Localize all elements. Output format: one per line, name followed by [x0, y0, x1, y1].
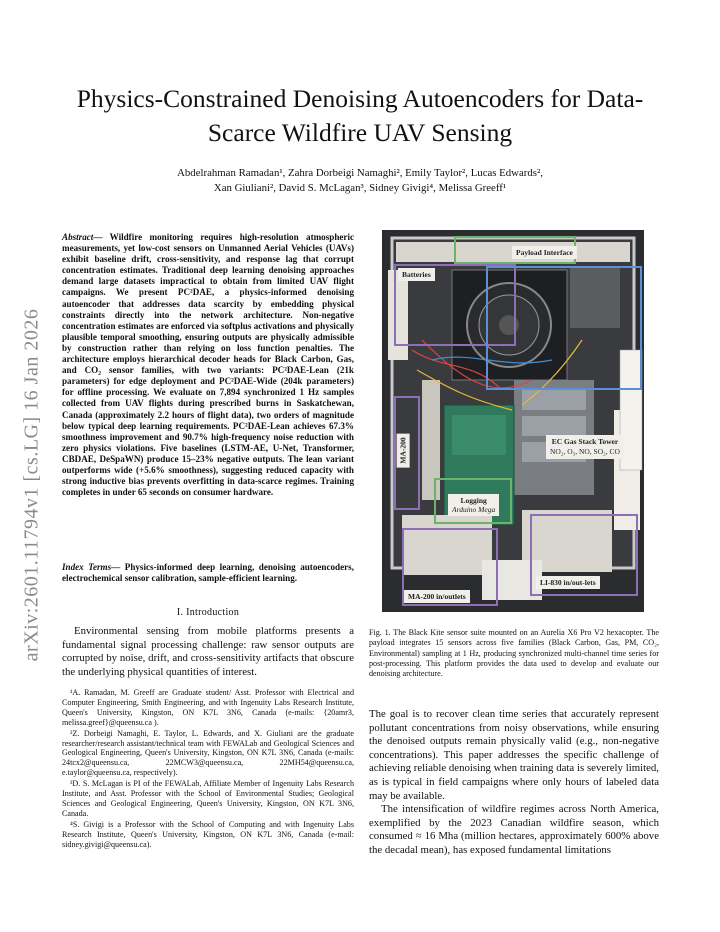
figure-caption: Fig. 1. The Black Kite sensor suite mounted on an Aurelia X6 Pro V2 hexacopter. The payload integrates 15 sensors across five families (Black Carbon, Gas, PM, CO₂, Environmental) sampling at 1 Hz, producing synchronized multi-channel time series for post-processing. This platform provides the data used to develop and evaluate our denoising architecture. — [369, 628, 659, 679]
footnotes — [62, 688, 354, 851]
footnote-3: ³D. S. McLagan is PI of the FEWALab, Affiliate Member of Ingenuity Labs Research Institute, and Asst. Professor with the School of Environmental Studies; Geological Sciences and Geological Engineering, Queen's University, Kingston, ON K7L 3N6, Canada. — [62, 779, 354, 818]
section-heading: I. Introduction — [176, 607, 240, 618]
ec-gas-stack-title: EC Gas Stack Tower — [551, 437, 619, 446]
author-line-1: Abdelrahman Ramadan¹, Zahra Dorbeigi Namaghi², Emily Taylor², Lucas Edwards², — [177, 167, 543, 179]
footnote-2: ²Z. Dorbeigi Namaghi, E. Taylor, L. Edwards, and X. Giuliani are the graduate researcher/research assistant/technical team with FEWALab and Geological Sciences and Geological Engineering, Queen's University, Kingston, ON K7L 3N6, Canada (e-mails: 24tcx2@queensu.ca, 22MCW3@queensu.ca, 22MH54@queensu.ca, e.taylor@queensu.ca, respectively). — [62, 728, 354, 778]
right-column-body — [369, 708, 659, 858]
arxiv-identifier: arXiv:2601.11794v1 [cs.LG] 16 Jan 2026 — [20, 308, 43, 662]
payload-interface-label: Payload Interface — [512, 246, 577, 259]
author-line-2: Xan Giuliani², David S. McLagan³, Sidney Givigi⁴, Melissa Greeff¹ — [213, 182, 507, 194]
batteries-label: Batteries — [398, 268, 435, 281]
abstract-text: Wildfire monitoring requires high-resolution atmospheric measurements, yet low-cost sensors on Unmanned Aerial Vehicles (UAVs) exhibit baseline drift, cross-sensitivity, and response lag that corrupt concentration estimates. Traditional deep learning denoising approaches demand large datasets impractical to obtain from limited UAV flight campaigns. We present PC²DAE, a physics-informed denoising autoencoder that addresses data scarcity by embedding physical constraints directly into the network architecture. Non-negative concentration estimates are enforced via softplus activations and physically plausible temporal smoothing, ensuring outputs are physically admissible by construction rather than relying on loss function penalties. The architecture employs hierarchical decoder heads for Black Carbon, Gas, and CO₂ sensor families, with two variants: PC²DAE-Lean (21k parameters) for edge deployment and PC²DAE-Wide (204k parameters) for offline processing. We evaluate on 7,894 synchronized 1 Hz samples collected from UAV flights during prescribed burns in Saskatchewan, Canada (approximately 2.2 hours of flight data), two orders of magnitude below typical deep learning requirements. PC²DAE-Lean achieves 67.3% smoothness improvement and 90.7% high-frequency noise reduction with zero physics violations. Five baselines (LSTM-AE, U-Net, Transformer, CBDAE, DeSpaWN) produce 15–23% negative outputs. The lean variant outperforms wide (+5.6% smoothness), suggesting reduced capacity with strong inductive bias prevents overfitting in data-scarce regimes. Training completes in under 65 seconds on consumer hardware. — [62, 232, 355, 498]
intro-paragraph: Environmental sensing from mobile platforms presents a fundamental signal processing challenge: raw sensor outputs are corrupted by noise, drift, and cross-sensitivity artifacts that obscure the underlying physical quantities of interest. — [62, 625, 354, 678]
footnote-4: ⁴S. Givigi is a Professor with the School of Computing and with Ingenuity Labs Research Institute, Queen's University, Kingston, ON K7L 3N6, Canada (e-mail: sidney.givigi@queensu.ca). — [62, 819, 354, 849]
ec-gases-list: NO₂, O₃, NO, SO₂, CO — [550, 447, 620, 456]
abstract-label: Abstract — [62, 232, 94, 242]
index-terms-text: Physics-informed deep learning, denoising autoencoders, electrochemical sensor calibration, sample-efficient learning. — [62, 562, 354, 584]
figure-photo — [382, 230, 644, 612]
footnote-1: ¹A. Ramadan, M. Greeff are Graduate student/ Asst. Professor with Electrical and Computer Engineering, Smith Engineering, and with Ingenuity Labs Research Institute, Queen's University, Kingston, ON K7L 3N6, Canada (e-mails: {20amr3, melissa.greef}@queensu.ca ). — [62, 688, 354, 727]
ec-gas-stack-box — [486, 266, 642, 390]
index-terms-label: Index Terms — [62, 562, 112, 572]
arxiv-sidebar — [8, 250, 56, 720]
paper-title: Physics-Constrained Denoising Autoencoders for Data-Scarce Wildfire UAV Sensing — [76, 84, 644, 147]
ma200-label: MA-200 — [397, 433, 410, 467]
abstract: Abstract— Wildfire monitoring requires high-resolution atmospheric measurements, yet low-cost sensors on Unmanned Aerial Vehicles (UAVs) exhibit baseline drift, cross-sensitivity, and response lag that corrupt concentration estimates. Traditional deep learning denoising approaches demand large datasets impractical to obtain from limited UAV flight campaigns. We present PC²DAE, a physics-informed denoising autoencoder that addresses data scarcity by embedding physical constraints directly into the network architecture. Non-negative concentration estimates are enforced via softplus activations and physically plausible temporal smoothing, ensuring outputs are physically admissible by construction rather than relying on loss function penalties. The architecture employs hierarchical decoder heads for Black Carbon, Gas, and CO₂ sensor families, with two variants: PC²DAE-Lean (21k parameters) for edge deployment and PC²DAE-Wide (204k parameters) for offline processing. We evaluate on 7,894 synchronized 1 Hz samples collected from UAV flights during prescribed burns in Saskatchewan, Canada (approximately 2.2 hours of flight data), two orders of magnitude below typical deep learning requirements. PC²DAE-Lean achieves 67.3% smoothness improvement and 90.7% high-frequency noise reduction with zero physics violations. Five baselines (LSTM-AE, U-Net, Transformer, CBDAE, DeSpaWN) produce 15–23% negative outputs. The lean variant outperforms wide (+5.6% smoothness), suggesting reduced capacity with strong inductive bias prevents overfitting in data-scarce regimes. Training completes in under 65 seconds on consumer hardware. — [62, 232, 355, 498]
logging-board: Arduino Mega — [452, 505, 496, 514]
right-paragraph-1: The goal is to recover clean time series that accurately represent pollutant concentrations from noisy observations, while ensuring the denoised outputs remain physically valid (e.g., non-negative concentrations). This paper addresses the specific challenge of achieving reliable denoising when training data is severely limited, as is typical in field campaigns where only hours of labeled data may be available. — [369, 708, 659, 802]
ma200-inoutlets-label: MA-200 in/outlets — [404, 590, 470, 603]
author-list — [80, 166, 640, 196]
logging-label — [448, 494, 499, 516]
logging-title: Logging — [460, 496, 487, 505]
li830-inoutlets-label: LI-830 in/out-lets — [536, 576, 600, 589]
right-paragraph-2: The intensification of wildfire regimes across North America, exemplified by the 2023 Canadian wildfire season, which consumed ≈ 16 Mha (million hectares, approximately 600% above the decadal mean), has exposed fundamental limitations — [369, 803, 659, 856]
index-terms: Index Terms— Physics-informed deep learning, denoising autoencoders, electrochemical sensor calibration, sample-efficient learning. — [62, 562, 354, 584]
ec-gas-stack-label — [546, 435, 624, 459]
